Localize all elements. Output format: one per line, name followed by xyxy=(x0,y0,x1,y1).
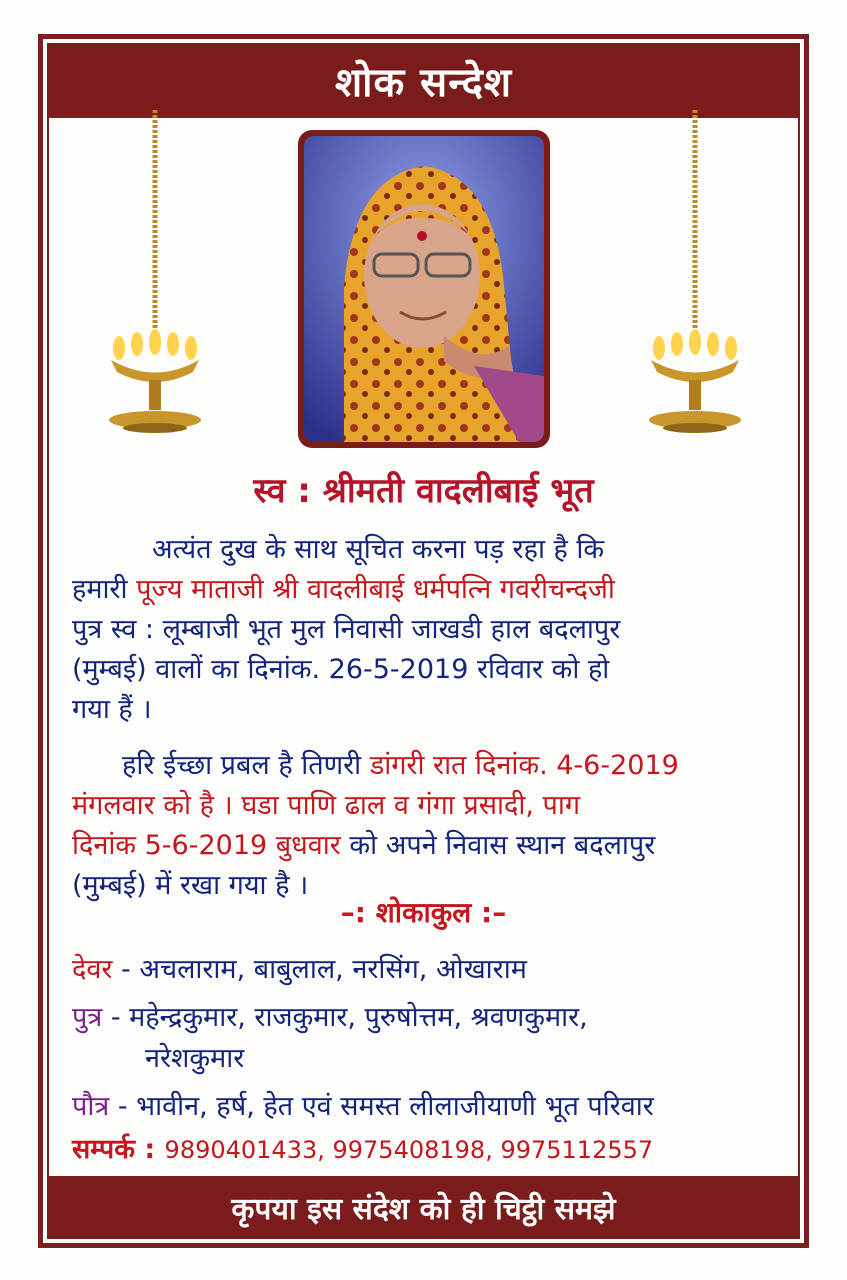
left-oil-lamp-icon xyxy=(105,110,205,440)
ceremony-line-3 xyxy=(72,826,782,866)
pautra-row xyxy=(72,1088,654,1126)
mourners-heading: –: शोकाकुल :– xyxy=(340,896,507,929)
announcement-line-2 xyxy=(72,570,782,610)
putra-row-continued: नरेशकुमार xyxy=(145,1043,245,1074)
pautra-label: पौत्र xyxy=(72,1091,110,1122)
portrait-photo xyxy=(304,136,544,442)
putra-label: पुत्र xyxy=(72,1002,103,1033)
devar-label: देवर xyxy=(72,954,113,985)
ceremony-paragraph xyxy=(72,746,782,906)
ceremony-date-2-highlight: दिनांक 5-6-2019 बुधवार xyxy=(72,830,341,861)
footer-text: कृपया इस संदेश को ही चिट्ठी समझे xyxy=(231,1192,616,1227)
announcement-line-2-text: हमारी xyxy=(72,574,137,605)
title-bar xyxy=(47,43,800,118)
announcement-line-3: पुत्र स्व : लूम्बाजी भूत मुल निवासी जाखडी हाल बदलापुर xyxy=(72,614,621,645)
page-title: शोक सन्देश xyxy=(334,60,513,106)
portrait-frame xyxy=(298,130,550,448)
announcement-line-1: अत्यंत दुख के साथ सूचित करना पड़ रहा है कि xyxy=(152,534,605,565)
announcement-paragraph xyxy=(72,530,782,730)
contact-label: सम्पर्क : xyxy=(72,1134,165,1165)
contact-numbers: 9890401433, 9975408198, 9975112557 xyxy=(164,1136,654,1164)
pautra-names: - भावीन, हर्ष, हेत एवं समस्त लीलाजीयाणी भूत परिवार xyxy=(109,1091,654,1122)
deceased-name: स्व : श्रीमती वादलीबाई भूत xyxy=(253,471,594,511)
putra-row xyxy=(72,999,588,1037)
deceased-relation-highlight: पूज्य माताजी श्री वादलीबाई धर्मपत्नि गवरीचन्दजी xyxy=(136,574,615,605)
putra-names: - महेन्द्रकुमार, राजकुमार, पुरुषोत्तम, श्रवणकुमार, xyxy=(102,1002,588,1033)
ceremony-line-1 xyxy=(72,746,782,786)
devar-names: - अचलाराम, बाबुलाल, नरसिंग, ओखाराम xyxy=(112,954,527,985)
ceremony-line-4: (मुम्बई) में रखा गया है । xyxy=(72,870,309,901)
ceremony-line-1-text: हरि ईच्छा प्रबल है तिणरी xyxy=(122,750,370,781)
devar-row xyxy=(72,951,527,989)
right-oil-lamp-icon xyxy=(645,110,745,440)
ceremony-line-2: मंगलवार को है । घडा पाणि ढाल व गंगा प्रसादी, पाग xyxy=(72,790,581,821)
ceremony-date-highlight: डांगरी रात दिनांक. 4-6-2019 xyxy=(369,750,679,781)
ceremony-line-3-text: को अपने निवास स्थान बदलापुर xyxy=(340,830,656,861)
contact-row xyxy=(72,1131,653,1169)
announcement-line-4: (मुम्बई) वालों का दिनांक. 26-5-2019 रविवार को हो xyxy=(72,654,610,685)
footer-bar xyxy=(47,1176,800,1239)
announcement-line-5: गया हैं । xyxy=(72,694,152,725)
